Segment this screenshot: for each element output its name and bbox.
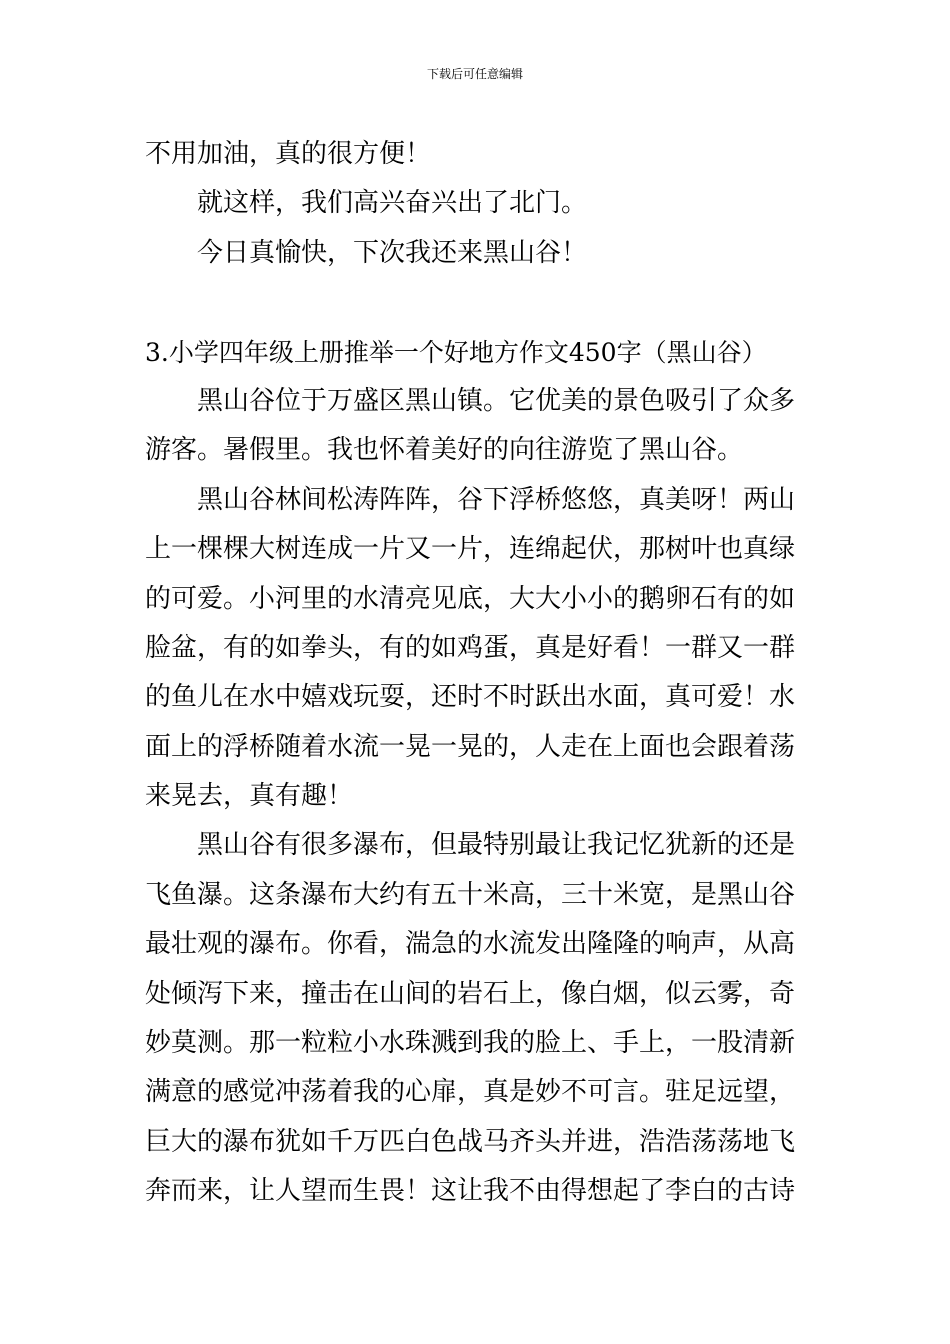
paragraph-line: 奔而来，让人望而生畏！这让我不由得想起了李白的古诗 xyxy=(145,1176,796,1207)
paragraph-line: 的可爱。小河里的水清亮见底，大大小小的鹅卵石有的如 xyxy=(145,583,796,614)
paragraph-line: 最壮观的瀑布。你看，湍急的水流发出隆隆的响声，从高 xyxy=(145,929,796,960)
paragraph-line: 不用加油，真的很方便！ xyxy=(145,139,432,169)
paragraph-line: 来晃去，真有趣！ xyxy=(145,781,354,812)
paragraph-line: 游客。暑假里。我也怀着美好的向往游览了黑山谷。 xyxy=(145,435,744,466)
paragraph-line: 上一棵棵大树连成一片又一片，连绵起伏，那树叶也真绿 xyxy=(145,534,796,565)
paragraph-line: 黑山谷有很多瀑布，但最特别最让我记忆犹新的还是 xyxy=(197,830,796,861)
paragraph-line: 就这样，我们高兴奋兴出了北门。 xyxy=(197,188,588,219)
paragraph-line: 今日真愉快，下次我还来黑山谷！ xyxy=(197,237,588,268)
blank-line xyxy=(145,278,807,327)
document-body xyxy=(145,130,807,1217)
paragraph-line: 巨大的瀑布犹如千万匹白色战马齐头并进，浩浩荡荡地飞 xyxy=(145,1126,796,1157)
paragraph-line: 的鱼儿在水中嬉戏玩耍，还时不时跃出水面，真可爱！水 xyxy=(145,682,796,713)
paragraph-line: 面上的浮桥随着水流一晃一晃的，人走在上面也会跟着荡 xyxy=(145,731,796,762)
paragraph-line: 妙莫测。那一粒粒小水珠溅到我的脸上、手上，一股清新 xyxy=(145,1028,796,1059)
section-heading: 3.小学四年级上册推举一个好地方作文450字（黑山谷） xyxy=(145,337,767,367)
paragraph-line: 黑山谷位于万盛区黑山镇。它优美的景色吸引了众多 xyxy=(197,385,796,416)
paragraph-line: 满意的感觉冲荡着我的心扉，真是妙不可言。驻足远望， xyxy=(145,1077,796,1108)
page-header: 下载后可任意编辑 xyxy=(426,67,523,81)
paragraph-line: 处倾泻下来，撞击在山间的岩石上，像白烟，似云雾，奇 xyxy=(145,978,796,1009)
paragraph-line: 黑山谷林间松涛阵阵，谷下浮桥悠悠，真美呀！两山 xyxy=(197,484,796,515)
paragraph-line: 脸盆，有的如拳头，有的如鸡蛋，真是好看！一群又一群 xyxy=(145,632,796,663)
paragraph-line: 飞鱼瀑。这条瀑布大约有五十米高，三十米宽，是黑山谷 xyxy=(145,879,796,910)
